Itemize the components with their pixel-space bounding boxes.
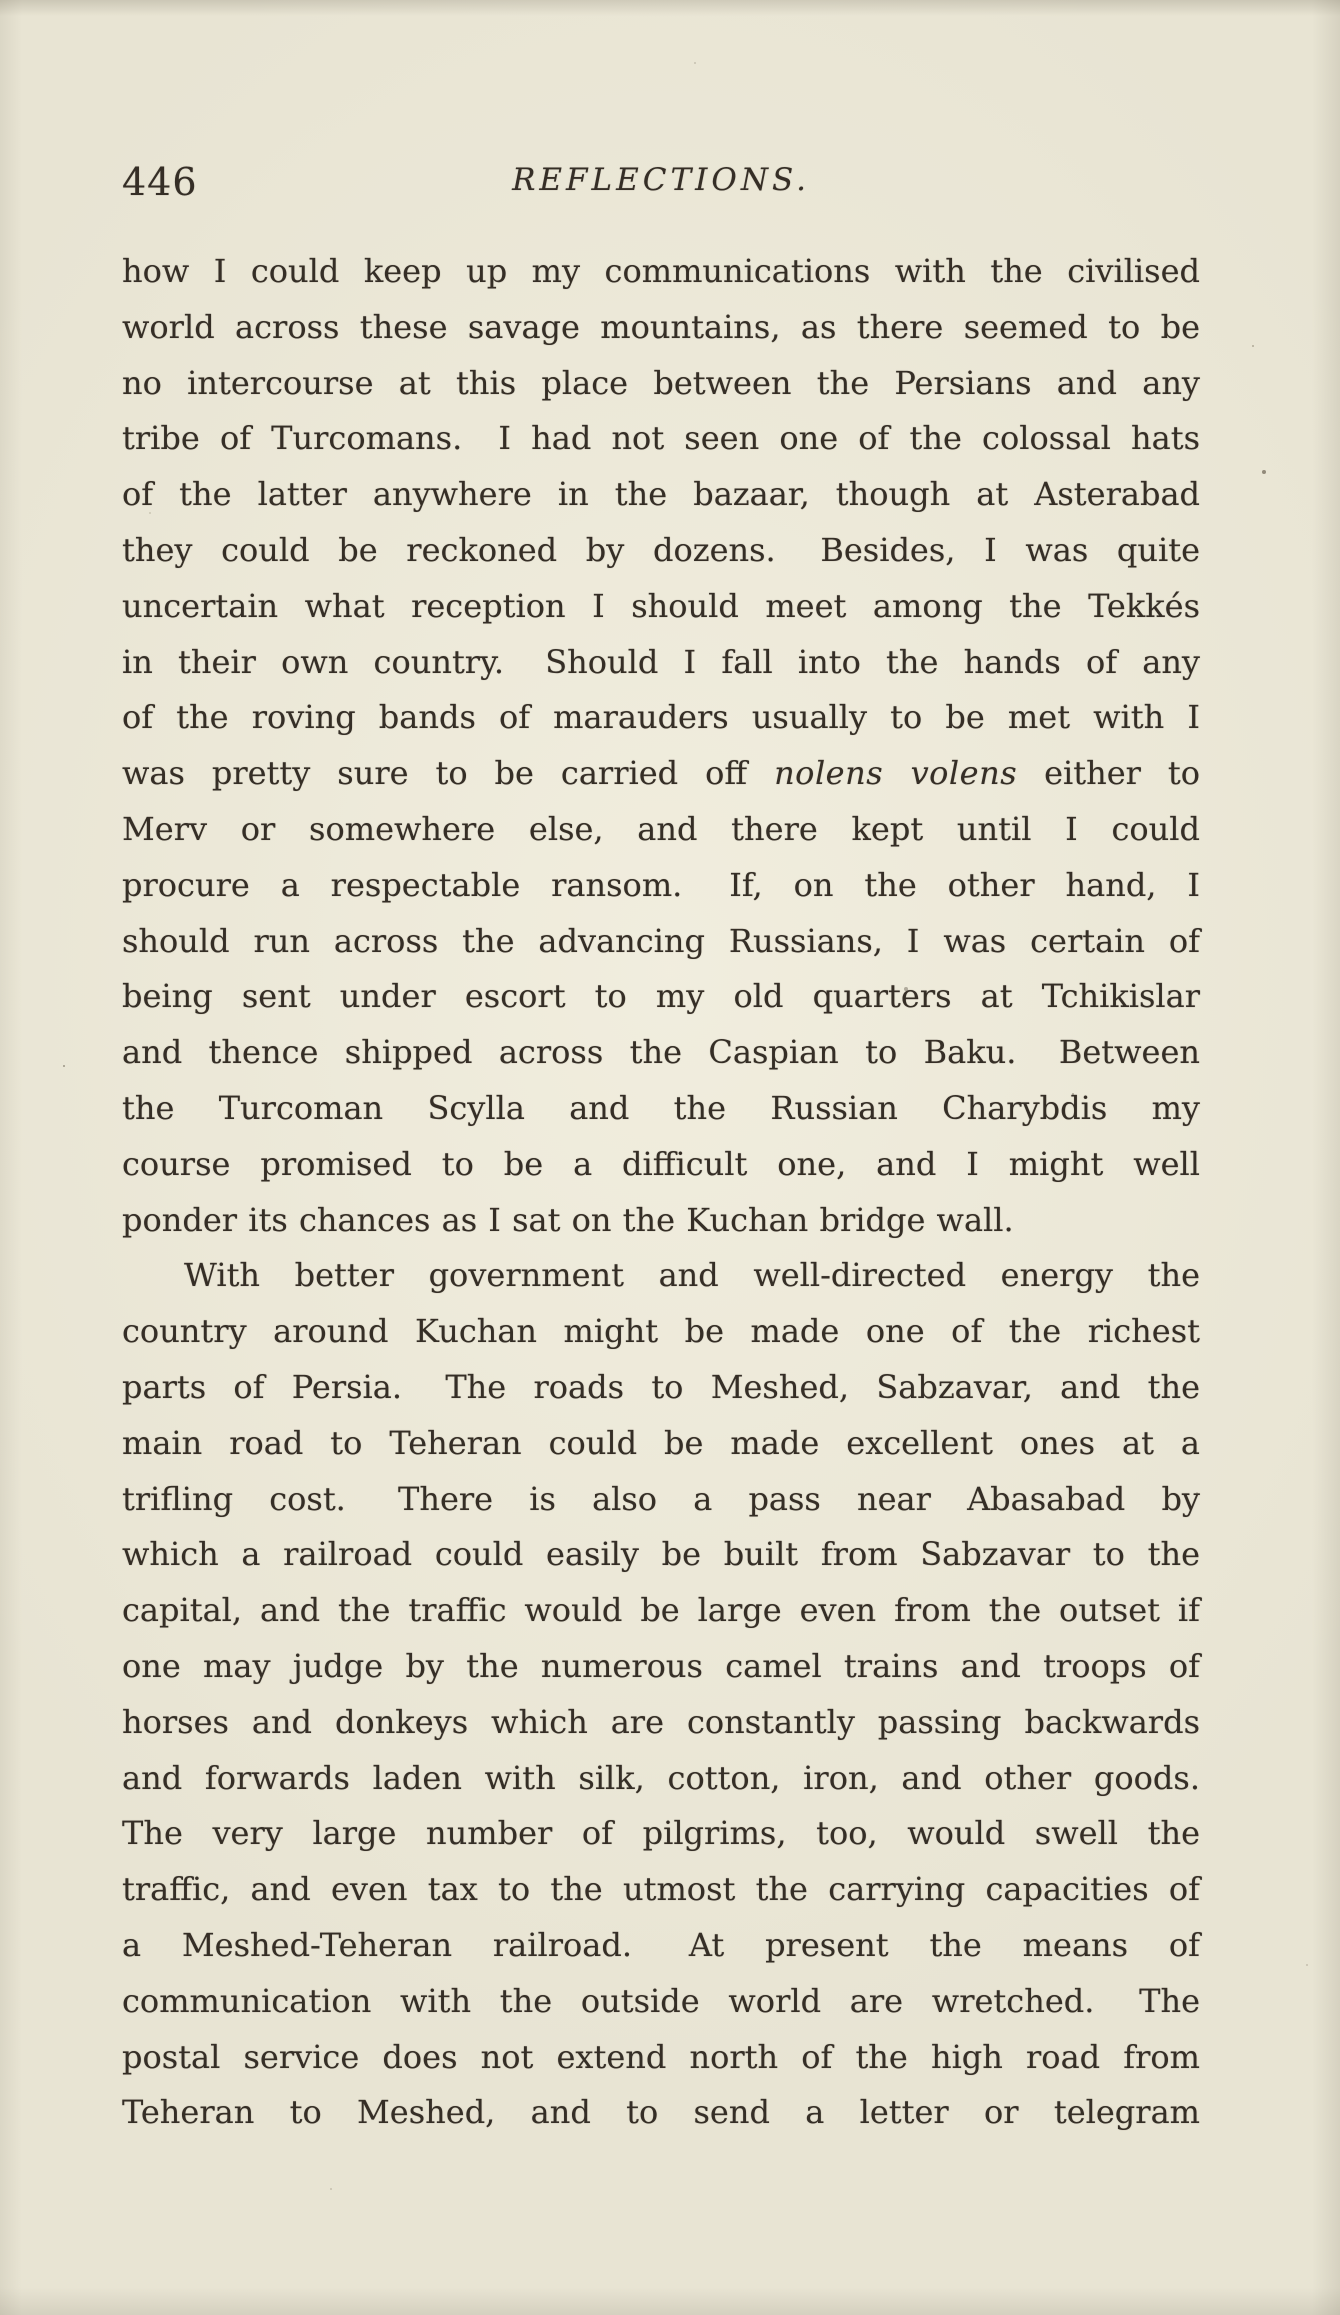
text-line: traffic, and even tax to the utmost the carrying capacities of — [122, 1870, 1200, 1909]
running-header-title: REFLECTIONS. — [512, 162, 810, 198]
text-line: Teheran to Meshed, and to send a letter or telegram — [122, 2093, 1200, 2132]
text-line: they could be reckoned by dozens. Besides, I was quite — [122, 530, 1200, 569]
body-text — [122, 244, 1200, 2141]
text-line: With better government and well-directed energy the — [184, 1256, 1200, 1295]
text-line: one may judge by the numerous camel trains and troops of — [122, 1646, 1200, 1685]
text-line: and thence shipped across the Caspian to Baku. Between — [122, 1033, 1200, 1072]
text-line: course promised to be a difficult one, and I might well — [122, 1144, 1200, 1183]
text-line: communication with the outside world are wretched. The — [122, 1981, 1200, 2020]
text-line: procure a respectable ransom. If, on the other hand, I — [122, 865, 1200, 904]
text-line: being sent under escort to my old quarters at Tchikislar — [122, 977, 1200, 1016]
text-line: main road to Teheran could be made excellent ones at a — [122, 1423, 1200, 1462]
text-line: world across these savage mountains, as there seemed to be — [122, 307, 1200, 346]
text-line: which a railroad could easily be built from Sabzavar to the — [122, 1535, 1200, 1574]
text-line: horses and donkeys which are constantly passing backwards — [122, 1702, 1200, 1741]
text-line: was pretty sure to be carried off nolens volens either to — [122, 754, 1201, 793]
text-line: in their own country. Should I fall into the hands of any — [122, 642, 1200, 681]
text-line: the Turcoman Scylla and the Russian Charybdis my — [122, 1088, 1200, 1127]
page-number: 446 — [122, 160, 198, 204]
text-line: country around Kuchan might be made one of the richest — [122, 1312, 1200, 1351]
text-line: postal service does not extend north of the high road from — [122, 2037, 1200, 2076]
paper-specks — [0, 0, 2, 2]
text-line: trifling cost. There is also a pass near Abasabad by — [122, 1479, 1200, 1518]
text-line: The very large number of pilgrims, too, would swell the — [122, 1814, 1200, 1853]
text-line: and forwards laden with silk, cotton, iron, and other goods. — [122, 1758, 1200, 1797]
text-line: how I could keep up my communications with the civilised — [122, 252, 1200, 290]
text-line: capital, and the traffic would be large even from the outset if — [122, 1591, 1200, 1630]
text-line: a Meshed-Teheran railroad. At present the means of — [122, 1925, 1200, 1964]
text-line: Merv or somewhere else, and there kept until I could — [122, 809, 1200, 848]
text-line: should run across the advancing Russians, I was certain of — [122, 921, 1200, 960]
text-line: of the latter anywhere in the bazaar, though at Asterabad — [122, 475, 1200, 514]
text-line: tribe of Turcomans. I had not seen one of the colossal hats — [122, 419, 1200, 458]
page-header — [122, 160, 1200, 205]
text-line: of the roving bands of marauders usually to be met with I — [122, 698, 1200, 737]
text-line: parts of Persia. The roads to Meshed, Sabzavar, and the — [122, 1367, 1200, 1406]
text-line: ponder its chances as I sat on the Kuchan bridge wall. — [122, 1200, 1014, 1239]
text-line: uncertain what reception I should meet among the Tekkés — [122, 586, 1200, 625]
text-line: no intercourse at this place between the Persians and any — [122, 363, 1200, 402]
